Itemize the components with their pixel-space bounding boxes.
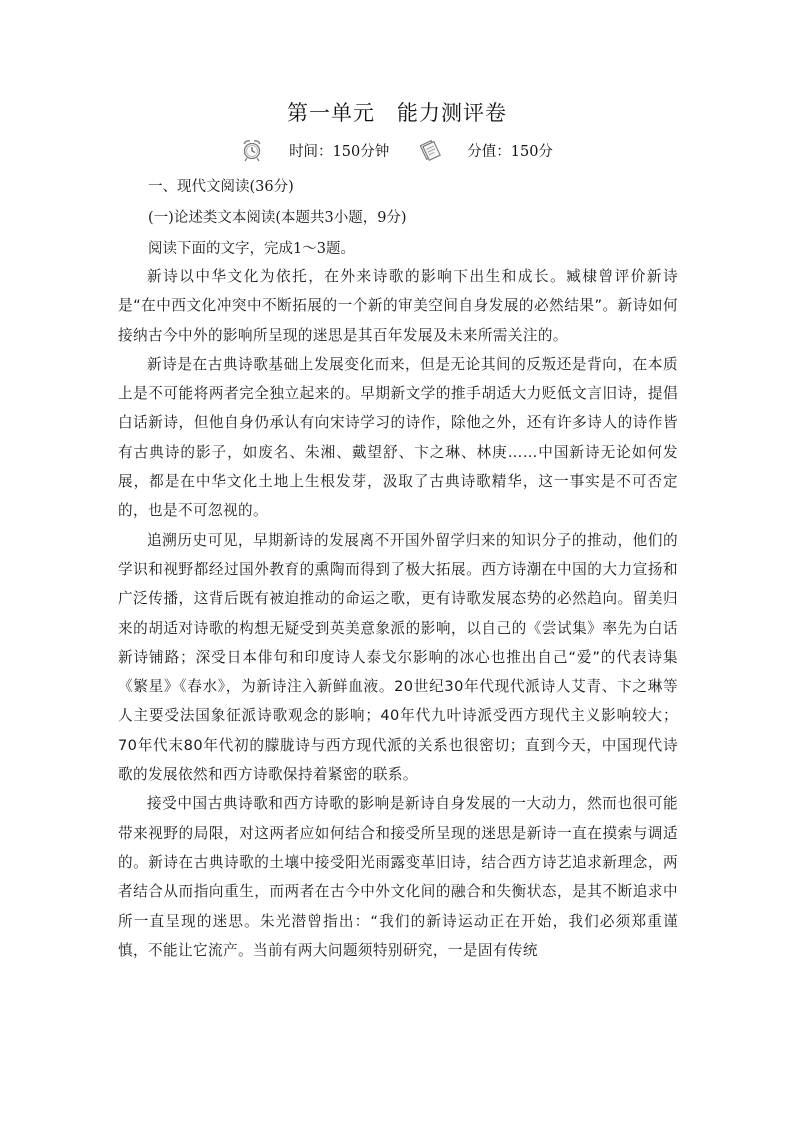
unit-title: 第一单元 (287, 101, 375, 125)
score-info (419, 139, 553, 161)
article-paragraph: 接受中国古典诗歌和西方诗歌的影响是新诗自身发展的一大动力，然而也很可能带来视野的局限，对这两者应如何结合和接受所呈现的迷思是新诗一直在摸索与调适的。新诗在古典诗歌的土壤中接受阳光雨露变革旧诗，结合西方诗艺追求新理念，两者结合从而指向重生，而两者在古今中外文化间的融合和失衡状态，是其不断追求中所一直呈现的迷思。朱光潜曾指出：“我们的新诗运动正在开始，我们必须郑重谨慎，不能让它流产。当前有两大问题须特别研究，一是固有传统 (118, 795, 678, 959)
reading-instruction: 阅读下面的文字，完成1～3题。 (148, 241, 355, 257)
section-subheading: (一)论述类文本阅读(本题共3小题，9分) (148, 210, 407, 226)
time-info (241, 138, 389, 162)
section-heading: 一、现代文阅读(36分) (148, 179, 294, 195)
paper-title: 能力测评卷 (397, 101, 507, 125)
article-paragraph: 追溯历史可见，早期新诗的发展离不开国外留学归来的知识分子的推动，他们的学识和视野都经过国外教育的熏陶而得到了极大拓展。西方诗潮在中国的大力宣扬和广泛传播，这背后既有被迫推动的命运之歌，更有诗歌发展态势的必然趋向。留美归来的胡适对诗歌的构想无疑受到英美意象派的影响，以自己的《尝试集》率先为白话新诗铺路；深受日本俳句和印度诗人泰戈尔影响的冰心也推出自己“爱”的代表诗集《繁星》《春水》，为新诗注入新鲜血液。20世纪30年代现代派诗人艾青、卞之琳等人主要受法国象征派诗歌观念的影响；40年代九叶诗派受西方现代主义影响较大；70年代末80年代初的朦胧诗与西方现代派的关系也很密切；直到今天，中国现代诗歌的发展依然和西方诗歌保持着紧密的联系。 (118, 531, 678, 784)
alarm-clock-icon (241, 138, 263, 162)
paper-stack-icon (419, 139, 441, 161)
time-text: 时间：150分钟 (289, 143, 390, 160)
exam-meta (0, 138, 794, 162)
page-title (0, 97, 794, 127)
article-paragraph: 新诗以中华文化为依托，在外来诗歌的影响下出生和成长。臧棣曾评价新诗是“在中西文化冲突中不断拓展的一个新的审美空间自身发展的必然结果”。新诗如何接纳古今中外的影响所呈现的迷思是其百年发展及未来所需关注的。 (118, 268, 678, 344)
article-body (118, 262, 678, 965)
article-paragraph: 新诗是在古典诗歌基础上发展变化而来，但是无论其间的反叛还是背向，在本质上是不可能将两者完全独立起来的。早期新文学的推手胡适大力贬低文言旧诗，提倡白话新诗，但他自身仍承认有向宋诗学习的诗作，除他之外，还有许多诗人的诗作皆有古典诗的影子，如废名、朱湘、戴望舒、卞之琳、林庚……中国新诗无论如何发展，都是在中华文化土地上生根发芽，汲取了古典诗歌精华，这一事实是不可否定的，也是不可忽视的。 (118, 355, 678, 520)
score-text: 分值：150分 (467, 143, 553, 160)
